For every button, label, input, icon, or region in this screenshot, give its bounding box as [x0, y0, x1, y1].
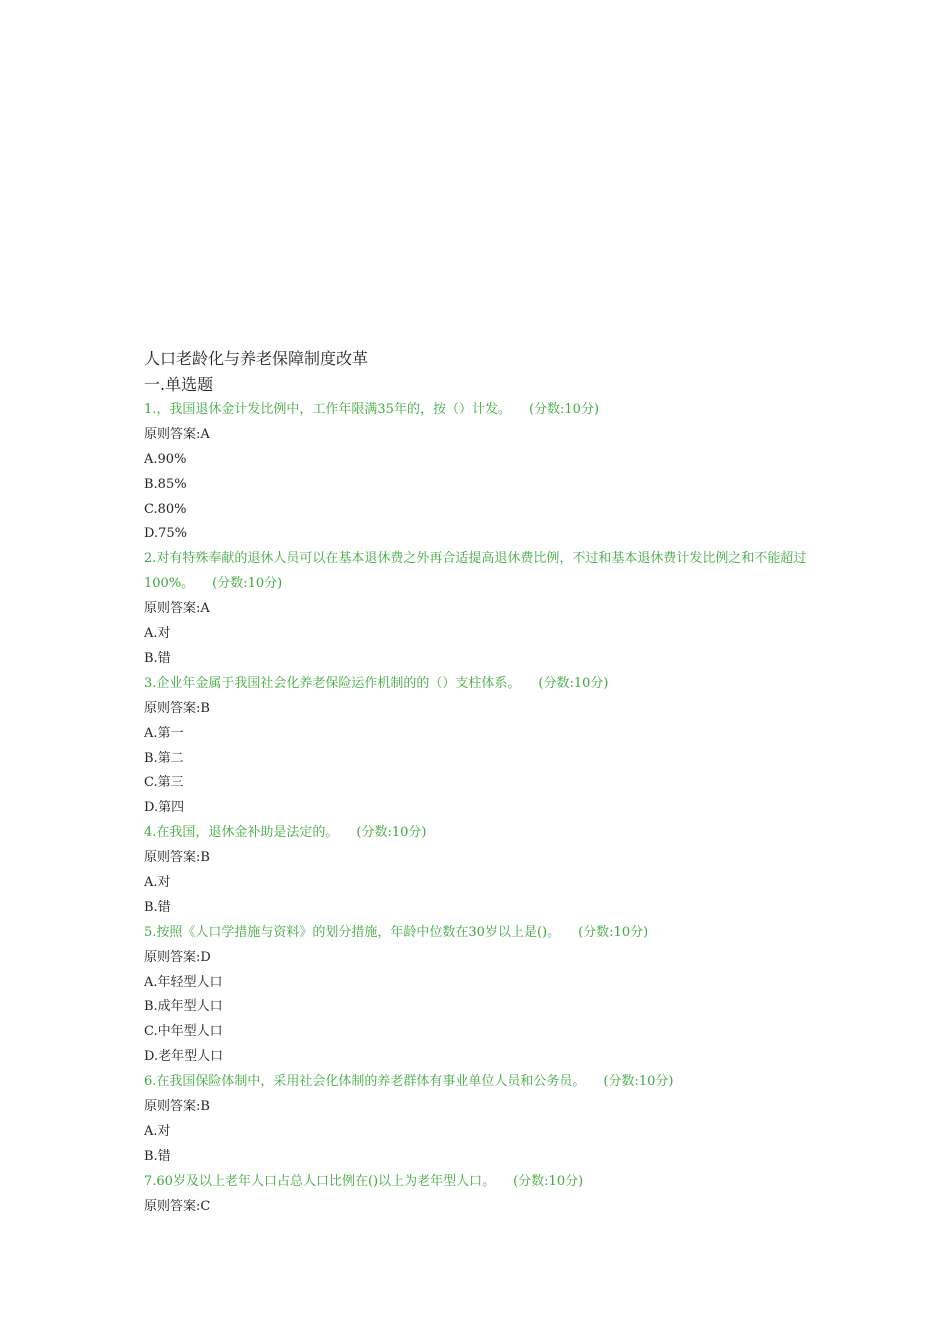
question-5 — [144, 921, 824, 946]
question-score: (分数:10分) — [528, 402, 600, 417]
question-text: 1.，我国退休金计发比例中，工作年限满35年的，按（）计发。 — [144, 402, 511, 417]
document-page — [144, 346, 824, 1219]
question-score: (分数:10分) — [538, 675, 609, 691]
question-1 — [144, 398, 824, 423]
question-text: 5.按照《人口学措施与资料》的划分措施，年龄中位数在30岁以上是()。 — [144, 924, 561, 940]
question-text: 6.在我国保险体制中，采用社会化体制的养老群体有事业单位人员和公务员。 — [144, 1074, 586, 1090]
option-a: A.对 — [144, 1123, 171, 1139]
question-text: 3.企业年金属于我国社会化养老保险运作机制的的（）支柱体系。 — [144, 675, 521, 691]
question-text: 7.60岁及以上老年人口占总人口比例在()以上为老年型人口。 — [144, 1173, 496, 1189]
standard-answer: 原则答案:C — [144, 1198, 211, 1214]
question-3 — [144, 672, 824, 697]
option-d: D.老年型人口 — [144, 1049, 224, 1065]
option-b: B.错 — [144, 1148, 171, 1164]
question-text: 2.对有特殊奉献的退休人员可以在基本退休费之外再合适提高退休费比例，不过和基本退休费计发比例之和不能超过100%。 — [144, 551, 807, 592]
question-score: (分数:10分) — [513, 1173, 584, 1189]
question-text: 4.在我国，退休金补助是法定的。 — [144, 825, 339, 841]
question-score: (分数:10分) — [578, 924, 649, 940]
option-d: D.第四 — [144, 800, 185, 816]
option-b: B.错 — [144, 899, 171, 915]
question-2 — [144, 547, 812, 597]
standard-answer: 原则答案:B — [144, 1098, 210, 1114]
option-a: A.90% — [144, 451, 187, 467]
standard-answer: 原则答案:A — [144, 426, 210, 442]
option-b: B.错 — [144, 650, 171, 666]
question-score: (分数:10分) — [603, 1074, 674, 1090]
section-title: 一.单选题 — [144, 375, 214, 394]
option-a: A.第一 — [144, 725, 184, 741]
question-score: (分数:10分) — [356, 825, 427, 841]
option-b: B.85% — [144, 476, 187, 492]
option-b: B.第二 — [144, 750, 184, 766]
option-c: C.80% — [144, 501, 187, 517]
option-c: C.第三 — [144, 775, 184, 791]
question-score: (分数:10分) — [212, 576, 283, 592]
option-a: A.对 — [144, 874, 171, 890]
document-title: 人口老龄化与养老保障制度改革 — [144, 349, 369, 368]
question-4 — [144, 821, 824, 846]
question-6 — [144, 1070, 824, 1095]
option-b: B.成年型人口 — [144, 999, 223, 1015]
option-d: D.75% — [144, 526, 187, 542]
standard-answer: 原则答案:B — [144, 700, 210, 716]
option-c: C.中年型人口 — [144, 1024, 223, 1040]
option-a: A.年轻型人口 — [144, 974, 223, 990]
option-a: A.对 — [144, 626, 171, 642]
standard-answer: 原则答案:D — [144, 949, 211, 965]
question-7 — [144, 1170, 824, 1195]
standard-answer: 原则答案:A — [144, 601, 210, 617]
standard-answer: 原则答案:B — [144, 850, 210, 866]
